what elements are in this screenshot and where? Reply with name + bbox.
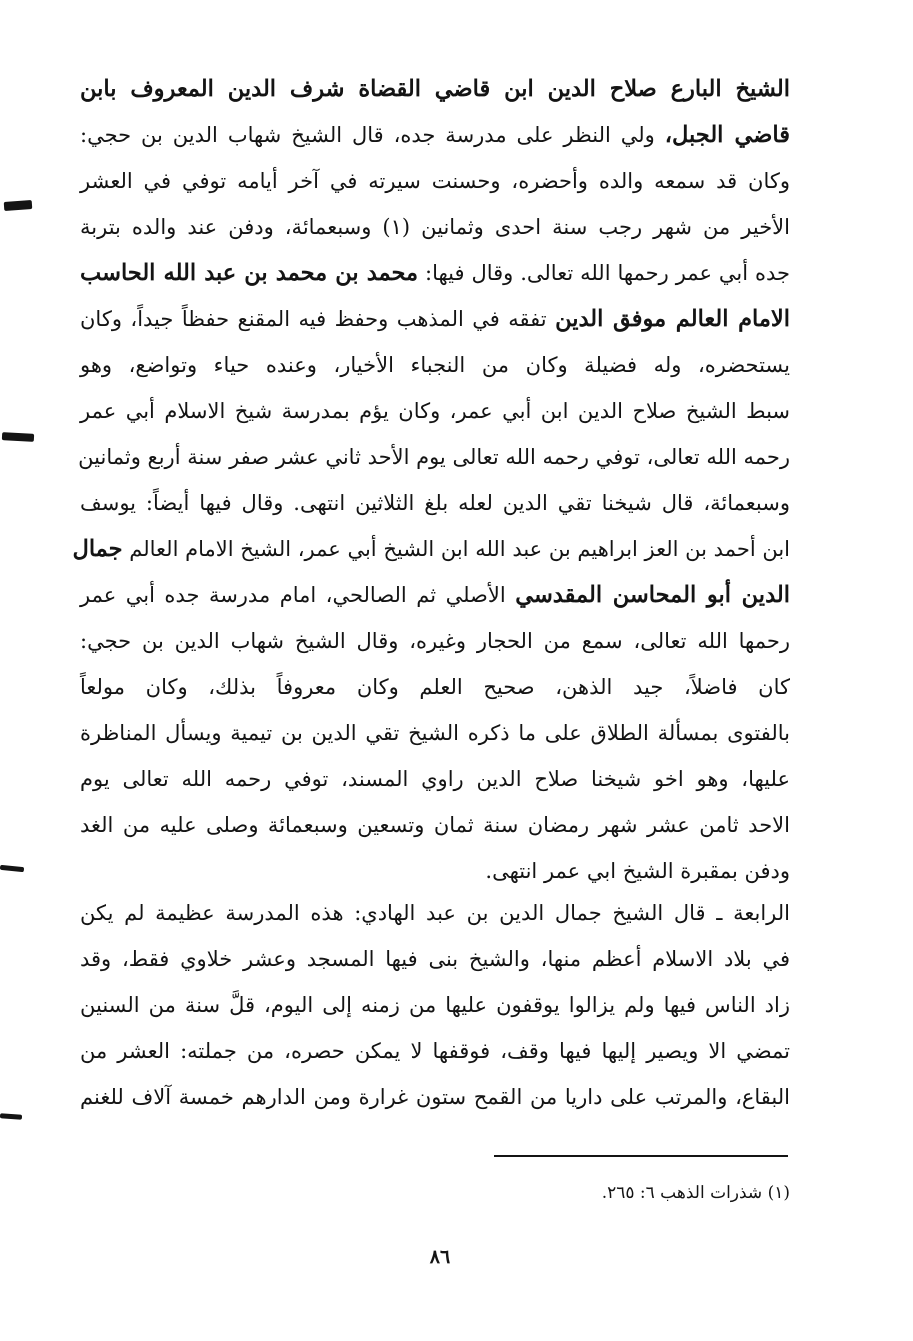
footnote-divider [494, 1155, 788, 1157]
text-line: قاضي الجبل، ولي النظر على مدرسة جده، قال الشيخ شهاب الدين بن حجي: [80, 122, 790, 148]
text-line: رحمه الله تعالى، توفي رحمه الله تعالى يوم الأحد ثاني عشر صفر سنة أربع وثمانين [78, 445, 790, 469]
body-paragraph-1 [72, 66, 790, 894]
text-line: الدين أبو المحاسن المقدسي الأصلي ثم الصالحي، امام مدرسة جده أبي عمر [80, 582, 790, 608]
text-line: يستحضره، وله فضيلة وكان من النجباء الأخيار، وعنده حياء وتواضع، وهو [80, 353, 790, 377]
text-line: زاد الناس فيها ولم يزالوا يوقفون عليها من زمنه إلى اليوم، قلَّ سنة من السنين [80, 993, 790, 1017]
text-line: الأخير من شهر رجب سنة احدى وثمانين (١) وسبعمائة، ودفن عند والده بتربة [80, 215, 790, 239]
page-number: ٨٦ [429, 1246, 451, 1268]
text-line: ودفن بمقبرة الشيخ ابي عمر انتهى. [485, 859, 790, 883]
bold-name: جمال [72, 536, 123, 562]
text-line: الرابعة ـ قال الشيخ جمال الدين بن عبد الهادي: هذه المدرسة عظيمة لم يكن [80, 901, 790, 925]
body-paragraph-2 [80, 890, 790, 1120]
text-line: بالفتوى بمسألة الطلاق على ما ذكره الشيخ تقي الدين بن تيمية ويسأل المناظرة [80, 721, 790, 745]
bold-name: الدين أبو المحاسن المقدسي [515, 582, 790, 608]
bold-name: محمد بن محمد بن عبد الله الحاسب [80, 260, 419, 286]
text-line: كان فاضلاً، جيد الذهن، صحيح العلم وكان معروفاً بذلك، وكان مولعاً [80, 675, 790, 699]
text-line: الاحد ثامن عشر شهر رمضان سنة ثمان وتسعين وسبعمائة وصلى عليه من الغد [80, 813, 790, 837]
text-line: وسبعمائة، قال شيخنا تقي الدين لعله بلغ الثلاثين انتهى. وقال فيها أيضاً: يوسف [80, 491, 790, 515]
text-line: ابن أحمد بن العز ابراهيم بن عبد الله ابن الشيخ أبي عمر، الشيخ الامام العالم جمال [72, 536, 790, 562]
text-line: سبط الشيخ صلاح الدين ابن أبي عمر، وكان يؤم بمدرسة شيخ الاسلام أبي عمر [80, 399, 790, 423]
margin-ink-mark [4, 200, 33, 211]
margin-ink-mark [2, 432, 34, 442]
text-line: تمضي الا ويصير إليها فيها وقف، فوقفها لا يمكن حصره، من جملته: العشر من [80, 1039, 790, 1063]
text-line: البقاع، والمرتب على داريا من القمح ستون غرارة ومن الدارهم خمسة آلاف للغنم [80, 1085, 790, 1109]
margin-ink-mark [0, 1113, 22, 1120]
text-line: عليها، وهو اخو شيخنا صلاح الدين راوي المسند، توفي رحمه الله تعالى يوم [80, 767, 790, 791]
margin-ink-mark [0, 865, 24, 872]
bold-name: الامام العالم موفق الدين [555, 306, 790, 332]
footnote: (١) شذرات الذهب ٦: ٢٦٥. [601, 1183, 790, 1203]
text-line: في بلاد الاسلام أعظم منها، والشيخ بنى فيها المسجد وعشر خلاوي فقط، وقد [80, 947, 790, 971]
text-line: رحمها الله تعالى، سمع من الحجار وغيره، وقال الشيخ شهاب الدين بن حجي: [80, 629, 790, 653]
bold-name: قاضي الجبل، [664, 122, 790, 148]
text-line: وكان قد سمعه والده وأحضره، وحسنت سيرته في آخر أيامه توفي في العشر [80, 169, 790, 193]
text-line: الامام العالم موفق الدين تفقه في المذهب وحفظ فيه المقنع حفظاً جيداً، وكان [80, 306, 790, 332]
text-line: جده أبي عمر رحمها الله تعالى. وقال فيها: محمد بن محمد بن عبد الله الحاسب [80, 260, 790, 286]
text-line: الشيخ البارع صلاح الدين ابن قاضي القضاة شرف الدين المعروف بابن [80, 76, 790, 102]
